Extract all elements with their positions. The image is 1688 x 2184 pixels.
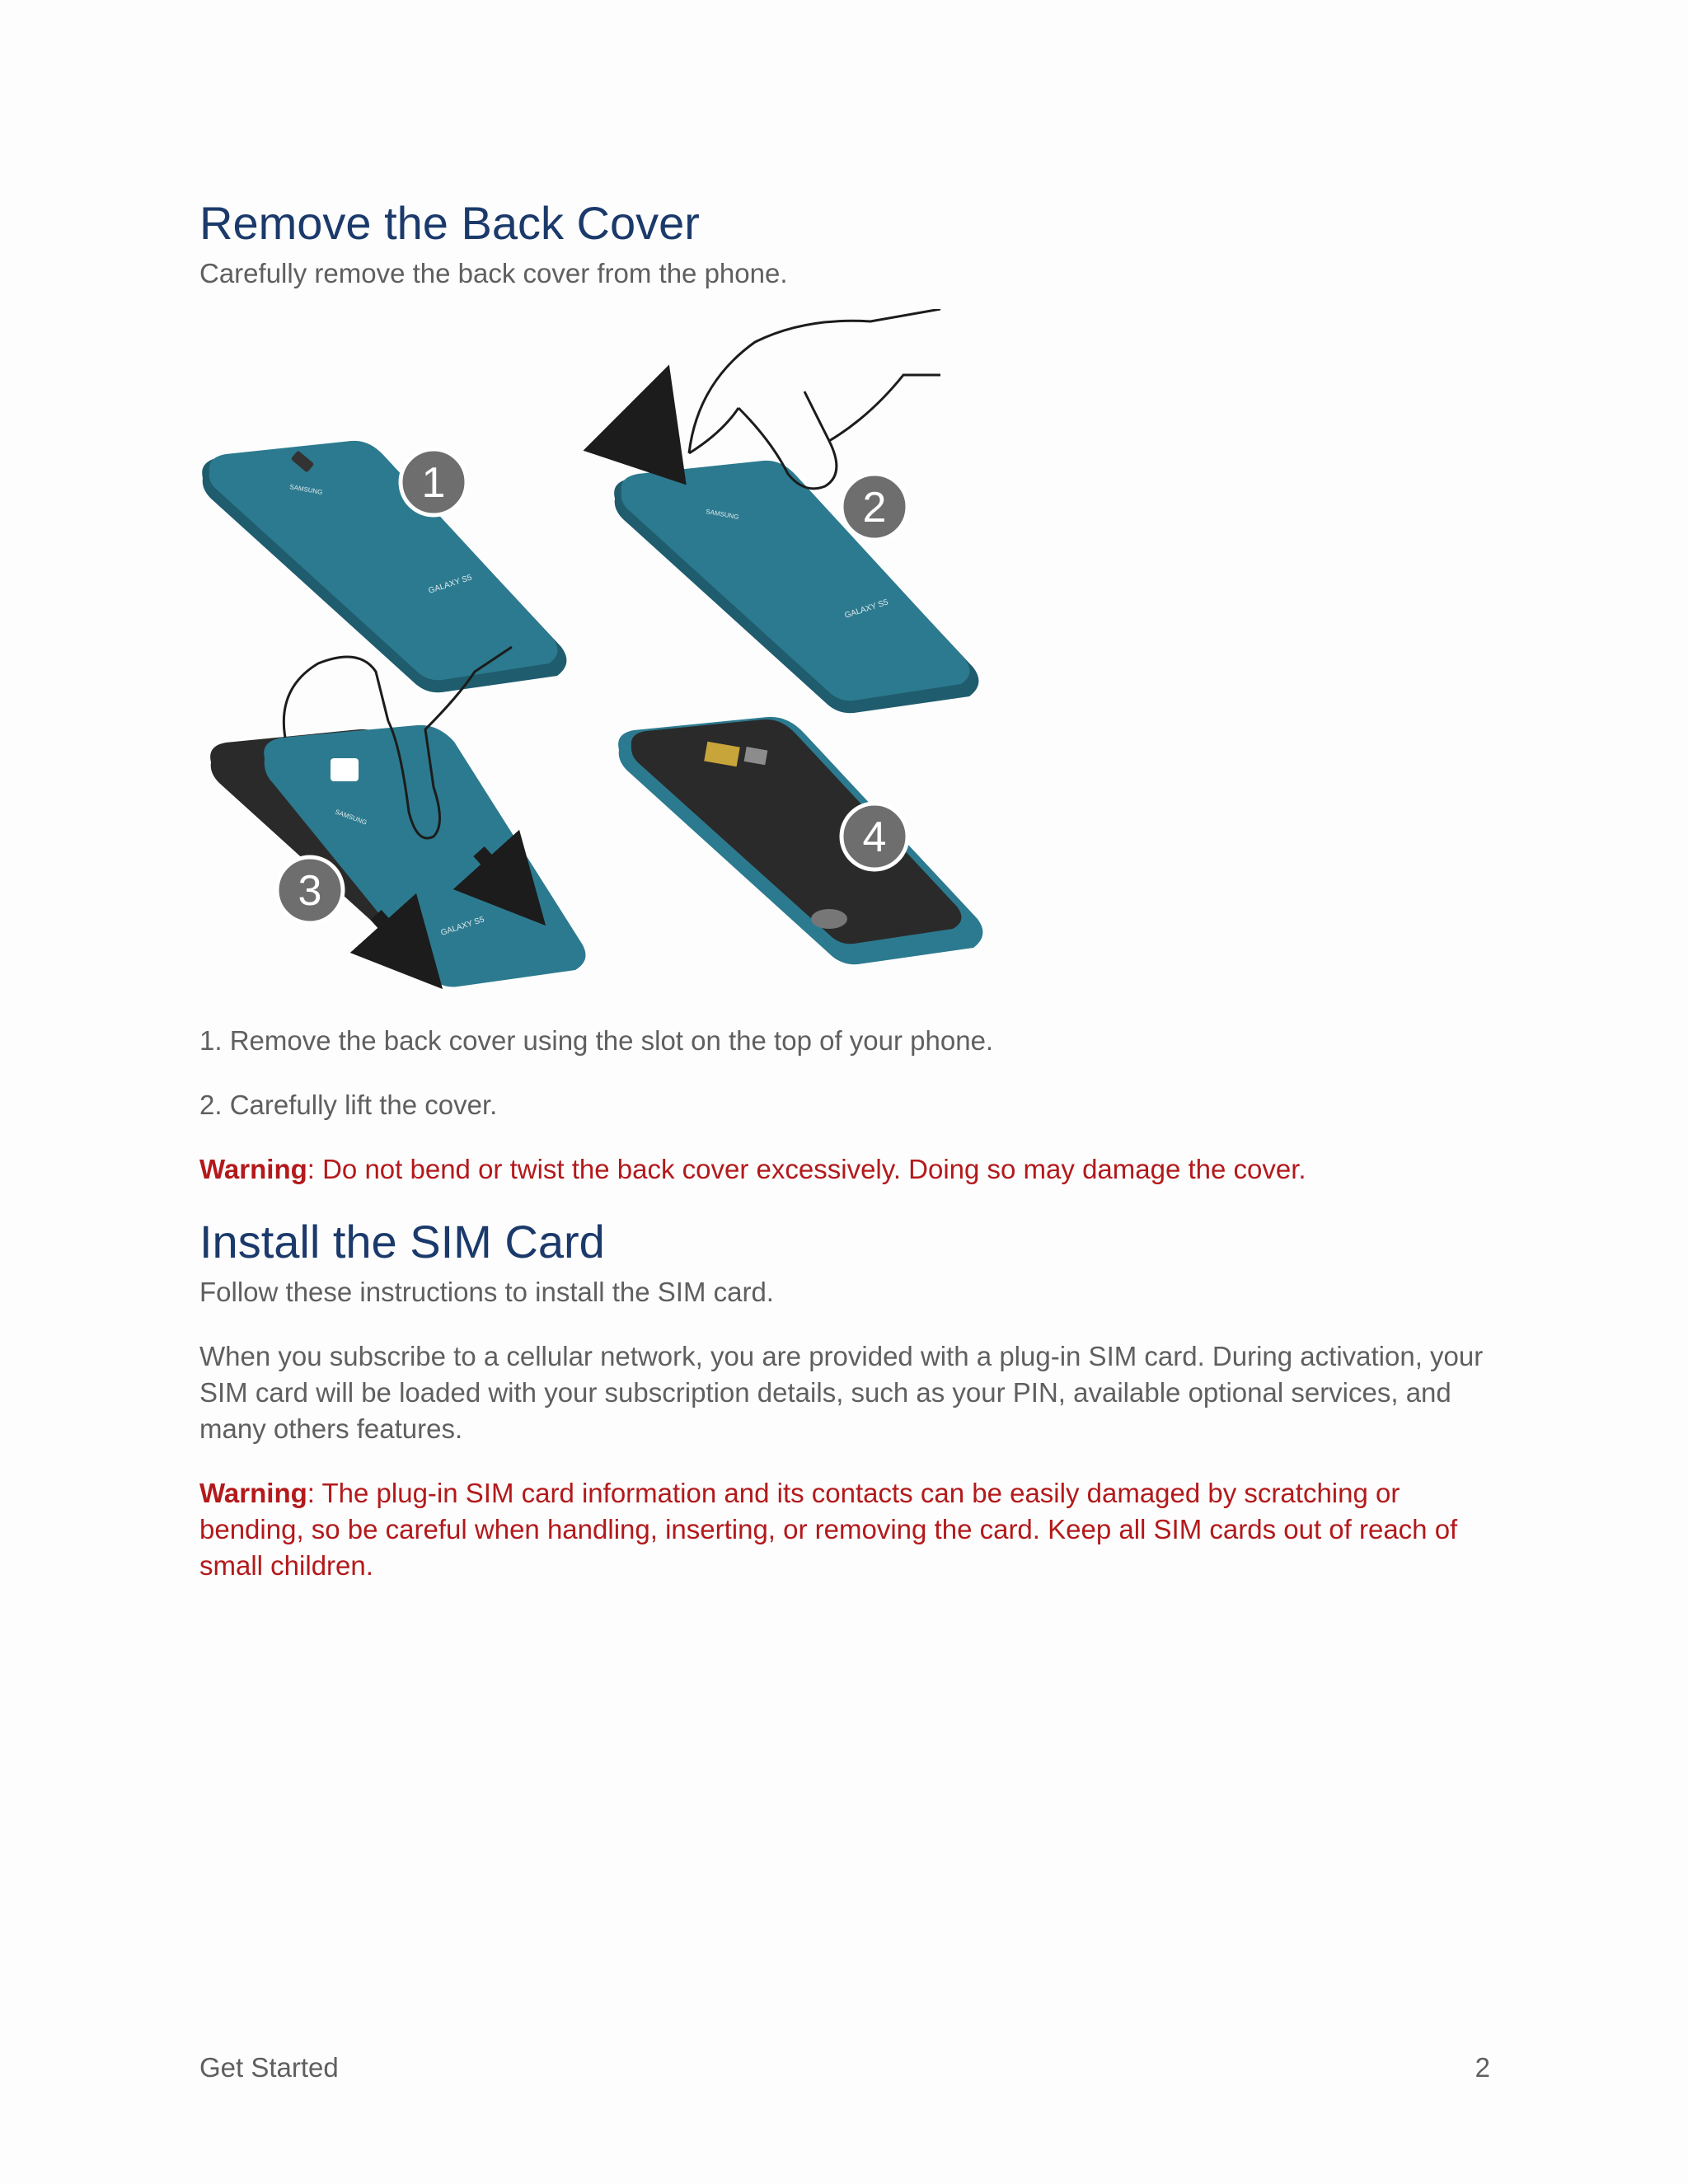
- svg-text:GALAXY S5: GALAXY S5: [427, 573, 474, 596]
- svg-text:GALAXY S5: GALAXY S5: [439, 915, 486, 938]
- svg-text:SAMSUNG: SAMSUNG: [334, 808, 368, 827]
- warning-back-cover: [199, 1151, 1502, 1188]
- sim-card-description: When you subscribe to a cellular network, you are provided with a plug-in SIM card. During activation, your SIM card will be loaded with your subscription details, such as your PIN, available optional services, and many others features.: [199, 1341, 1484, 1444]
- warning-label: Warning: [199, 1154, 307, 1184]
- section-title-install-sim: Install the SIM Card: [199, 1216, 605, 1268]
- back-cover-removal-illustration: [195, 309, 1002, 997]
- step-badge-4: [842, 804, 907, 869]
- phone-step-2-image: [614, 309, 978, 713]
- step-2-text: 2. Carefully lift the cover.: [199, 1090, 498, 1120]
- warning-text: : Do not bend or twist the back cover excessively. Doing so may damage the cover.: [307, 1154, 1306, 1184]
- step-badge-2: [842, 474, 907, 540]
- warning-label: Warning: [199, 1478, 307, 1508]
- phone-step-1-image: [202, 441, 566, 692]
- step-badge-3-label: 3: [298, 867, 322, 915]
- step-badge-1: [401, 449, 467, 515]
- step-badge-4-label: 4: [862, 813, 887, 861]
- step-badge-3: [277, 857, 343, 923]
- phone-step-4-image: [618, 717, 982, 964]
- step-1-text: 1. Remove the back cover using the slot on the top of your phone.: [199, 1025, 994, 1056]
- section-intro-remove-back-cover: Carefully remove the back cover from the phone.: [199, 258, 788, 288]
- section-intro-install-sim: Follow these instructions to install the SIM card.: [199, 1277, 774, 1307]
- svg-text:SAMSUNG: SAMSUNG: [288, 483, 324, 496]
- warning-sim-card: [199, 1475, 1502, 1584]
- svg-text:SAMSUNG: SAMSUNG: [705, 508, 740, 521]
- phone-step-3-image: [210, 647, 585, 987]
- footer-section-name: Get Started: [199, 2052, 339, 2083]
- section-title-remove-back-cover: Remove the Back Cover: [199, 197, 700, 249]
- step-badge-1-label: 1: [421, 459, 446, 507]
- warning-text: : The plug-in SIM card information and its contacts can be easily damaged by scratching or bending, so be careful when handling, inserting, or removing the card. Keep all SIM cards out of reach of small children.: [199, 1478, 1458, 1581]
- step-badge-2-label: 2: [862, 484, 887, 532]
- svg-text:GALAXY S5: GALAXY S5: [843, 598, 890, 621]
- footer-page-number: 2: [1475, 2052, 1490, 2083]
